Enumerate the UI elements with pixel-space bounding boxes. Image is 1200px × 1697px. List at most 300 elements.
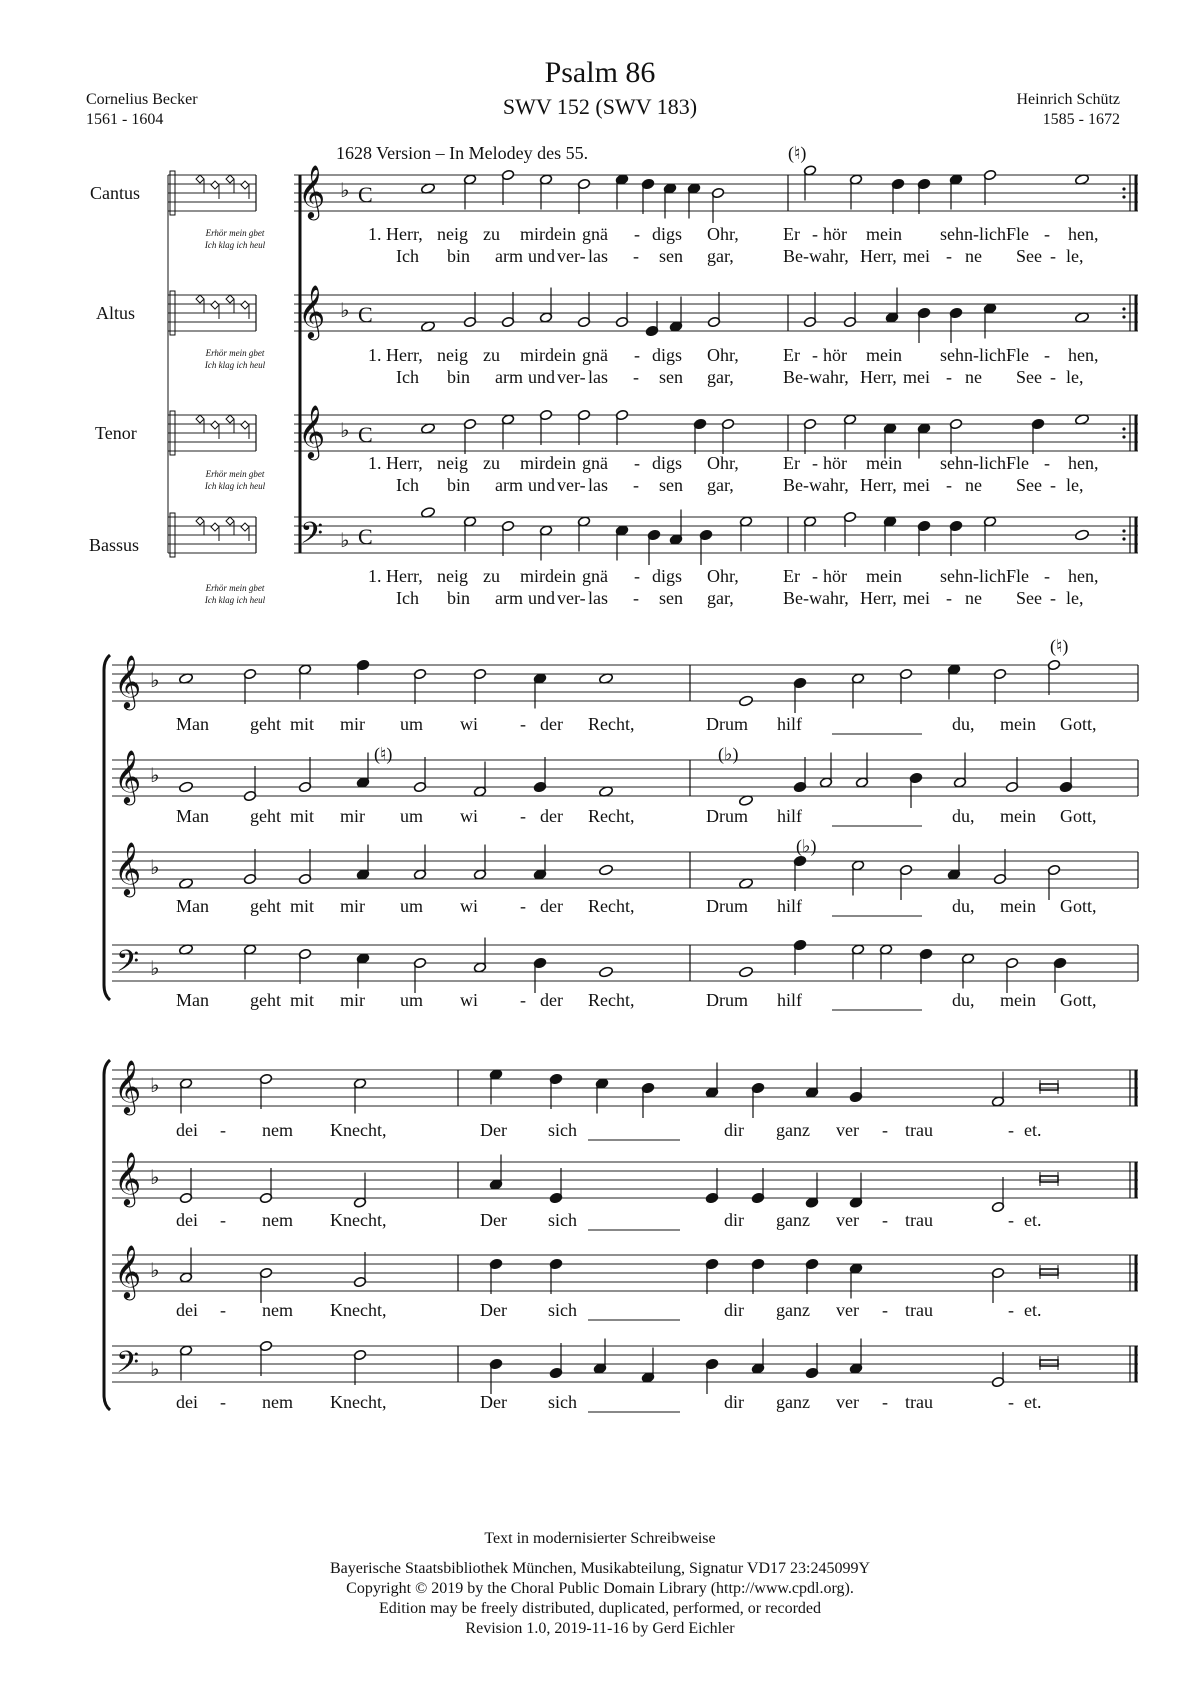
lyric-syllable-cantus: Herr, <box>860 246 897 266</box>
lyric-syllable-bassus: Gott, <box>1060 990 1097 1010</box>
lyric-syllable-altus: las <box>588 367 608 387</box>
voice-label-bassus: Bassus <box>89 535 140 555</box>
lyric-syllable-cantus: Gott, <box>1060 714 1097 734</box>
lyric-syllable-tenor: hör <box>823 453 847 473</box>
lyric-syllable-tenor: hilf <box>777 896 802 916</box>
footer-note: Text in modernisierter Schreibweise <box>484 1530 716 1547</box>
lyric-syllable-tenor: zu <box>483 453 500 473</box>
lyric-syllable-tenor: mein <box>1000 896 1036 916</box>
treble-clef-icon: 𝄞 <box>114 841 142 895</box>
lyric-syllable-tenor: et. <box>1024 1300 1042 1320</box>
lyric-syllable-bassus: - <box>1050 588 1056 608</box>
editorial-natural-cantus: (♮) <box>788 143 807 163</box>
lyric-syllable-altus: Recht, <box>588 806 635 826</box>
lyric-syllable-bassus: zu <box>483 566 500 586</box>
lyric-syllable-altus: dein <box>545 345 576 365</box>
lyric-syllable-altus: - <box>520 806 526 826</box>
lyric-syllable-bassus: um <box>400 990 424 1010</box>
lyric-syllable-tenor: le, <box>1066 475 1084 495</box>
lyric-syllable-tenor: Recht, <box>588 896 635 916</box>
lyric-syllable-tenor: Knecht, <box>330 1300 387 1320</box>
lyric-syllable-altus: arm <box>495 367 523 387</box>
lyric-syllable-cantus: gnä <box>582 224 608 244</box>
time-signature-icon: C <box>358 182 373 207</box>
bass-clef-icon: 𝄢 <box>116 1346 140 1387</box>
lyric-syllable-tenor: dei <box>176 1300 198 1320</box>
flat-icon: ♭ <box>150 956 160 980</box>
lyric-syllable-altus: 1. Herr, <box>368 345 423 365</box>
lyric-syllable-tenor: - <box>634 453 640 473</box>
treble-clef-icon: 𝄞 <box>114 1059 142 1113</box>
lyric-syllable-cantus: sehn-lich <box>940 224 1006 244</box>
lyric-syllable-cantus: ver- <box>557 246 586 266</box>
flat-icon: ♭ <box>340 418 350 442</box>
lyric-syllable-cantus: - <box>520 714 526 734</box>
incipit-altus: Erhör mein gbet Ich klag ich heul <box>204 348 266 370</box>
lyric-syllable-altus: sehn-lich <box>940 345 1006 365</box>
treble-clef-icon: 𝄞 <box>114 1151 142 1205</box>
lyric-syllable-tenor: gar, <box>707 475 734 495</box>
lyric-syllable-tenor: - <box>1050 475 1056 495</box>
flat-icon: ♭ <box>340 298 350 322</box>
lyric-syllable-altus: neig <box>437 345 468 365</box>
lyric-syllable-cantus: dein <box>545 224 576 244</box>
lyric-syllable-bassus: neig <box>437 566 468 586</box>
lyric-syllable-altus: mein <box>866 345 902 365</box>
lyric-syllable-tenor: geht <box>250 896 281 916</box>
lyric-syllable-bassus: Recht, <box>588 990 635 1010</box>
lyric-syllable-bassus: und <box>528 588 555 608</box>
lyric-syllable-bassus: - <box>1044 566 1050 586</box>
lyric-syllable-tenor: - <box>1044 453 1050 473</box>
lyric-syllable-altus: - <box>1050 367 1056 387</box>
lyric-syllable-tenor: Herr, <box>860 475 897 495</box>
time-signature-icon: C <box>358 302 373 327</box>
voice-label-altus: Altus <box>96 303 136 323</box>
lyric-syllable-altus: digs <box>652 345 683 365</box>
lyric-syllable-cantus: hen, <box>1068 224 1099 244</box>
lyric-syllable-altus: Knecht, <box>330 1210 387 1230</box>
incipit-note <box>211 523 219 531</box>
lyric-syllable-tenor: mit <box>290 896 315 916</box>
lyric-syllable-bassus: hilf <box>777 990 802 1010</box>
lyric-syllable-cantus: trau <box>905 1120 933 1140</box>
lyric-syllable-cantus: - <box>1044 224 1050 244</box>
repeat-dot <box>1122 187 1125 190</box>
lyric-syllable-altus: gnä <box>582 345 608 365</box>
treble-clef-icon: 𝄞 <box>298 404 326 458</box>
lyric-syllable-bassus: ganz <box>776 1392 810 1412</box>
note-head <box>1075 529 1090 541</box>
flat-icon: ♭ <box>340 178 350 202</box>
lyric-syllable-bassus: - <box>946 588 952 608</box>
lyric-syllable-cantus: mir <box>520 224 545 244</box>
lyric-syllable-bassus: mir <box>520 566 545 586</box>
lyric-syllable-tenor: nem <box>262 1300 293 1320</box>
footer-license: Edition may be freely distributed, duplicated, performed, or recorded <box>378 1600 822 1617</box>
lyric-syllable-cantus: dir <box>724 1120 744 1140</box>
lyric-syllable-bassus: der <box>540 990 563 1010</box>
lyric-syllable-bassus: dei <box>176 1392 198 1412</box>
lyric-syllable-tenor: - <box>220 1300 226 1320</box>
lyric-syllable-cantus: Man <box>176 714 209 734</box>
lyric-syllable-tenor: Der <box>480 1300 507 1320</box>
lyric-syllable-bassus: gar, <box>707 588 734 608</box>
lyric-syllable-cantus: neig <box>437 224 468 244</box>
lyric-syllable-altus: hör <box>823 345 847 365</box>
lyric-syllable-tenor: Gott, <box>1060 896 1097 916</box>
lyric-syllable-bassus: dein <box>545 566 576 586</box>
lyric-syllable-bassus: Herr, <box>860 588 897 608</box>
editorial-flat-sys2-altus: (♭) <box>718 744 739 764</box>
footer-copyright: Copyright © 2019 by the Choral Public Domain Library (http://www.cpdl.org). <box>346 1580 854 1597</box>
incipit-note <box>196 175 204 183</box>
treble-clef-icon: 𝄞 <box>114 749 142 803</box>
repeat-dot <box>1122 427 1125 430</box>
note-head <box>179 781 194 793</box>
lyric-syllable-tenor: hen, <box>1068 453 1099 473</box>
lyric-syllable-cantus: See <box>1016 246 1042 266</box>
lyric-syllable-altus: - <box>882 1210 888 1230</box>
lyric-syllable-tenor: Man <box>176 896 209 916</box>
note-head <box>739 695 754 707</box>
lyric-syllable-bassus: mit <box>290 990 315 1010</box>
lyric-syllable-bassus: sen <box>659 588 683 608</box>
lyric-syllable-cantus: Be-wahr, <box>783 246 849 266</box>
page-subtitle: SWV 152 (SWV 183) <box>502 94 698 119</box>
page-title: Psalm 86 <box>544 56 656 89</box>
lyric-syllable-altus: le, <box>1066 367 1084 387</box>
lyric-syllable-bassus: sehn-lich <box>940 566 1006 586</box>
lyric-syllable-altus: - <box>633 367 639 387</box>
lyric-syllable-bassus: Der <box>480 1392 507 1412</box>
footer-revision: Revision 1.0, 2019-11-16 by Gerd Eichler <box>465 1620 735 1637</box>
lyric-syllable-cantus: arm <box>495 246 523 266</box>
final-breve <box>1040 1360 1058 1366</box>
flat-icon: ♭ <box>150 763 160 787</box>
lyric-syllable-bassus: dir <box>724 1392 744 1412</box>
lyric-syllable-altus: ver- <box>557 367 586 387</box>
lyric-syllable-bassus: gnä <box>582 566 608 586</box>
lyric-syllable-bassus: hör <box>823 566 847 586</box>
lyric-syllable-altus: Er <box>783 345 800 365</box>
incipit-note <box>196 517 204 525</box>
incipit-note <box>211 181 219 189</box>
lyric-syllable-altus: mir <box>340 806 365 826</box>
lyric-syllable-altus: mei <box>903 367 930 387</box>
lyric-syllable-cantus: ne <box>965 246 982 266</box>
poet-dates: 1561 - 1604 <box>86 111 164 128</box>
lyric-syllable-bassus: trau <box>905 1392 933 1412</box>
lyric-syllable-cantus: - <box>220 1120 226 1140</box>
composer-dates: 1585 - 1672 <box>1042 111 1120 128</box>
lyric-syllable-altus: - <box>634 345 640 365</box>
lyric-syllable-tenor: Fle <box>1006 453 1030 473</box>
lyric-syllable-altus: um <box>400 806 424 826</box>
lyric-syllable-cantus: gar, <box>707 246 734 266</box>
lyric-syllable-tenor: Ich <box>396 475 419 495</box>
lyric-syllable-cantus: las <box>588 246 608 266</box>
lyric-syllable-tenor: 1. Herr, <box>368 453 423 473</box>
lyric-syllable-tenor: ne <box>965 475 982 495</box>
lyric-syllable-bassus: Drum <box>706 990 748 1010</box>
lyric-syllable-tenor: um <box>400 896 424 916</box>
lyric-syllable-tenor: Ohr, <box>707 453 739 473</box>
lyric-syllable-altus: ne <box>965 367 982 387</box>
repeat-dot <box>1122 315 1125 318</box>
time-signature-icon: C <box>358 524 373 549</box>
incipit-note <box>226 517 234 525</box>
lyric-syllable-cantus: du, <box>952 714 975 734</box>
lyric-syllable-bassus: Be-wahr, <box>783 588 849 608</box>
lyric-syllable-bassus: - <box>1008 1392 1014 1412</box>
lyric-syllable-bassus: - <box>812 566 818 586</box>
lyric-syllable-tenor: arm <box>495 475 523 495</box>
flat-icon: ♭ <box>150 1073 160 1097</box>
footer-source: Bayerische Staatsbibliothek München, Musikabteilung, Signatur VD17 23:245099Y <box>329 1560 871 1577</box>
lyric-syllable-cantus: Er <box>783 224 800 244</box>
lyric-syllable-cantus: digs <box>652 224 683 244</box>
treble-clef-icon: 𝄞 <box>114 1244 142 1298</box>
incipit-note <box>241 181 249 189</box>
lyric-syllable-cantus: ganz <box>776 1120 810 1140</box>
note-head <box>739 966 754 978</box>
lyric-syllable-cantus: hör <box>823 224 847 244</box>
lyric-syllable-cantus: mir <box>340 714 365 734</box>
lyric-syllable-bassus: ne <box>965 588 982 608</box>
lyric-syllable-tenor: Er <box>783 453 800 473</box>
lyric-syllable-bassus: mei <box>903 588 930 608</box>
lyric-syllable-bassus: Fle <box>1006 566 1030 586</box>
lyric-syllable-tenor: See <box>1016 475 1042 495</box>
system-bracket <box>104 1060 110 1410</box>
time-signature-icon: C <box>358 422 373 447</box>
lyric-syllable-cantus: Ohr, <box>707 224 739 244</box>
lyric-syllable-altus: zu <box>483 345 500 365</box>
lyric-syllable-bassus: digs <box>652 566 683 586</box>
lyric-syllable-altus: sen <box>659 367 683 387</box>
lyric-syllable-altus: Herr, <box>860 367 897 387</box>
lyric-syllable-cantus: Der <box>480 1120 507 1140</box>
lyric-syllable-tenor: - <box>812 453 818 473</box>
lyric-syllable-bassus: - <box>882 1392 888 1412</box>
lyric-syllable-tenor: ganz <box>776 1300 810 1320</box>
lyric-syllable-altus: wi <box>460 806 478 826</box>
lyric-syllable-tenor: sen <box>659 475 683 495</box>
lyric-syllable-cantus: sich <box>548 1120 577 1140</box>
lyric-syllable-altus: dir <box>724 1210 744 1230</box>
lyric-syllable-bassus: mein <box>866 566 902 586</box>
lyric-syllable-tenor: mir <box>520 453 545 473</box>
lyric-syllable-altus: Der <box>480 1210 507 1230</box>
lyric-syllable-tenor: trau <box>905 1300 933 1320</box>
flat-icon: ♭ <box>340 528 350 552</box>
final-breve <box>1040 1176 1058 1182</box>
voice-label-tenor: Tenor <box>95 423 137 443</box>
treble-clef-icon: 𝄞 <box>298 164 326 218</box>
lyric-syllable-bassus: las <box>588 588 608 608</box>
lyric-syllable-tenor: du, <box>952 896 975 916</box>
lyric-syllable-bassus: mein <box>1000 990 1036 1010</box>
lyric-syllable-altus: - <box>220 1210 226 1230</box>
final-breve <box>1040 1269 1058 1275</box>
lyric-syllable-altus: - <box>1008 1210 1014 1230</box>
lyric-syllable-altus: gar, <box>707 367 734 387</box>
lyric-syllable-cantus: mei <box>903 246 930 266</box>
composer-name: Heinrich Schütz <box>1016 91 1120 108</box>
lyric-syllable-bassus: 1. Herr, <box>368 566 423 586</box>
lyric-syllable-cantus: der <box>540 714 563 734</box>
lyric-syllable-bassus: - <box>634 566 640 586</box>
lyric-syllable-tenor: der <box>540 896 563 916</box>
lyric-syllable-cantus: mein <box>1000 714 1036 734</box>
incipit-note <box>211 301 219 309</box>
lyric-syllable-altus: trau <box>905 1210 933 1230</box>
treble-clef-icon: 𝄞 <box>298 284 326 338</box>
lyric-syllable-tenor: und <box>528 475 555 495</box>
lyric-syllable-altus: bin <box>447 367 471 387</box>
lyric-syllable-bassus: sich <box>548 1392 577 1412</box>
incipit-tenor: Erhör mein gbet Ich klag ich heul <box>204 469 266 491</box>
editorial-natural-sys2-cantus: (♮) <box>1050 636 1069 656</box>
lyric-syllable-cantus: bin <box>447 246 471 266</box>
lyric-syllable-cantus: und <box>528 246 555 266</box>
lyric-syllable-altus: Be-wahr, <box>783 367 849 387</box>
lyric-syllable-altus: mit <box>290 806 315 826</box>
incipit-note <box>241 301 249 309</box>
lyric-syllable-cantus: et. <box>1024 1120 1042 1140</box>
flat-icon: ♭ <box>150 1357 160 1381</box>
lyric-syllable-cantus: 1. Herr, <box>368 224 423 244</box>
lyric-syllable-bassus: le, <box>1066 588 1084 608</box>
lyric-syllable-tenor: gnä <box>582 453 608 473</box>
lyric-syllable-bassus: Ich <box>396 588 419 608</box>
lyric-syllable-bassus: nem <box>262 1392 293 1412</box>
lyric-syllable-cantus: mit <box>290 714 315 734</box>
flat-icon: ♭ <box>150 1165 160 1189</box>
lyric-syllable-tenor: sich <box>548 1300 577 1320</box>
repeat-dot <box>1122 537 1125 540</box>
lyric-syllable-altus: Man <box>176 806 209 826</box>
lyric-syllable-cantus: Recht, <box>588 714 635 734</box>
incipit-note <box>241 523 249 531</box>
lyric-syllable-altus: hilf <box>777 806 802 826</box>
lyric-syllable-cantus: wi <box>460 714 478 734</box>
lyric-syllable-altus: - <box>946 367 952 387</box>
lyric-syllable-cantus: mein <box>866 224 902 244</box>
flat-icon: ♭ <box>150 1258 160 1282</box>
lyric-syllable-cantus: Knecht, <box>330 1120 387 1140</box>
lyric-syllable-tenor: dir <box>724 1300 744 1320</box>
incipit-note <box>226 415 234 423</box>
lyric-syllable-bassus: bin <box>447 588 471 608</box>
lyric-syllable-bassus: Ohr, <box>707 566 739 586</box>
repeat-dot <box>1122 195 1125 198</box>
poet-name: Cornelius Becker <box>86 91 198 108</box>
lyric-syllable-tenor: - <box>946 475 952 495</box>
final-breve <box>1040 1084 1058 1090</box>
lyric-syllable-cantus: ver <box>836 1120 859 1140</box>
lyric-syllable-cantus: Ich <box>396 246 419 266</box>
lyric-syllable-altus: du, <box>952 806 975 826</box>
incipit-note <box>226 295 234 303</box>
lyric-syllable-tenor: - <box>633 475 639 495</box>
lyric-syllable-bassus: - <box>220 1392 226 1412</box>
repeat-dot <box>1122 307 1125 310</box>
lyric-syllable-altus: Ohr, <box>707 345 739 365</box>
lyric-syllable-altus: Gott, <box>1060 806 1097 826</box>
lyric-syllable-bassus: geht <box>250 990 281 1010</box>
lyric-syllable-altus: Ich <box>396 367 419 387</box>
lyric-syllable-cantus: sen <box>659 246 683 266</box>
lyric-syllable-tenor: ver- <box>557 475 586 495</box>
bass-clef-icon: 𝄢 <box>300 517 324 558</box>
incipit-cantus: Erhör mein gbet Ich klag ich heul <box>204 228 266 250</box>
lyric-syllable-tenor: las <box>588 475 608 495</box>
lyric-syllable-tenor: bin <box>447 475 471 495</box>
incipit-bassus: Erhör mein gbet Ich klag ich heul <box>204 583 266 605</box>
lyric-syllable-altus: mir <box>520 345 545 365</box>
lyric-syllable-cantus: dei <box>176 1120 198 1140</box>
lyric-syllable-altus: - <box>1044 345 1050 365</box>
lyric-syllable-bassus: wi <box>460 990 478 1010</box>
note-head <box>599 966 614 978</box>
lyric-syllable-bassus: ver <box>836 1392 859 1412</box>
lyric-syllable-altus: ver <box>836 1210 859 1230</box>
lyric-syllable-cantus: - <box>946 246 952 266</box>
lyric-syllable-altus: Drum <box>706 806 748 826</box>
editorial-flat-sys2-tenor: (♭) <box>796 836 817 856</box>
lyric-syllable-bassus: See <box>1016 588 1042 608</box>
lyric-syllable-altus: nem <box>262 1210 293 1230</box>
lyric-syllable-cantus: - <box>634 224 640 244</box>
lyric-syllable-cantus: nem <box>262 1120 293 1140</box>
lyric-syllable-bassus: et. <box>1024 1392 1042 1412</box>
lyric-syllable-bassus: hen, <box>1068 566 1099 586</box>
lyric-syllable-altus: und <box>528 367 555 387</box>
lyric-syllable-bassus: - <box>633 588 639 608</box>
flat-icon: ♭ <box>150 855 160 879</box>
lyric-syllable-tenor: digs <box>652 453 683 473</box>
lyric-syllable-tenor: Be-wahr, <box>783 475 849 495</box>
repeat-dot <box>1122 529 1125 532</box>
version-note: 1628 Version – In Melodey des 55. <box>336 143 589 163</box>
incipit-note <box>196 415 204 423</box>
treble-clef-icon: 𝄞 <box>114 654 142 708</box>
flat-icon: ♭ <box>150 668 160 692</box>
lyric-syllable-altus: der <box>540 806 563 826</box>
lyric-syllable-bassus: arm <box>495 588 523 608</box>
lyric-syllable-cantus: Fle <box>1006 224 1030 244</box>
lyric-syllable-cantus: Drum <box>706 714 748 734</box>
lyric-syllable-cantus: geht <box>250 714 281 734</box>
editorial-natural-sys2-altus: (♮) <box>374 744 393 764</box>
lyric-syllable-altus: geht <box>250 806 281 826</box>
lyric-syllable-bassus: mir <box>340 990 365 1010</box>
lyric-syllable-altus: ganz <box>776 1210 810 1230</box>
poet-credit <box>86 90 198 130</box>
lyric-syllable-tenor: neig <box>437 453 468 473</box>
lyric-syllable-bassus: Er <box>783 566 800 586</box>
incipit-note <box>196 295 204 303</box>
lyric-syllable-tenor: dein <box>545 453 576 473</box>
lyric-syllable-tenor: - <box>1008 1300 1014 1320</box>
note-head <box>599 864 614 876</box>
incipit-note <box>241 421 249 429</box>
incipit-note <box>211 421 219 429</box>
lyric-syllable-tenor: mei <box>903 475 930 495</box>
lyric-syllable-bassus: Knecht, <box>330 1392 387 1412</box>
